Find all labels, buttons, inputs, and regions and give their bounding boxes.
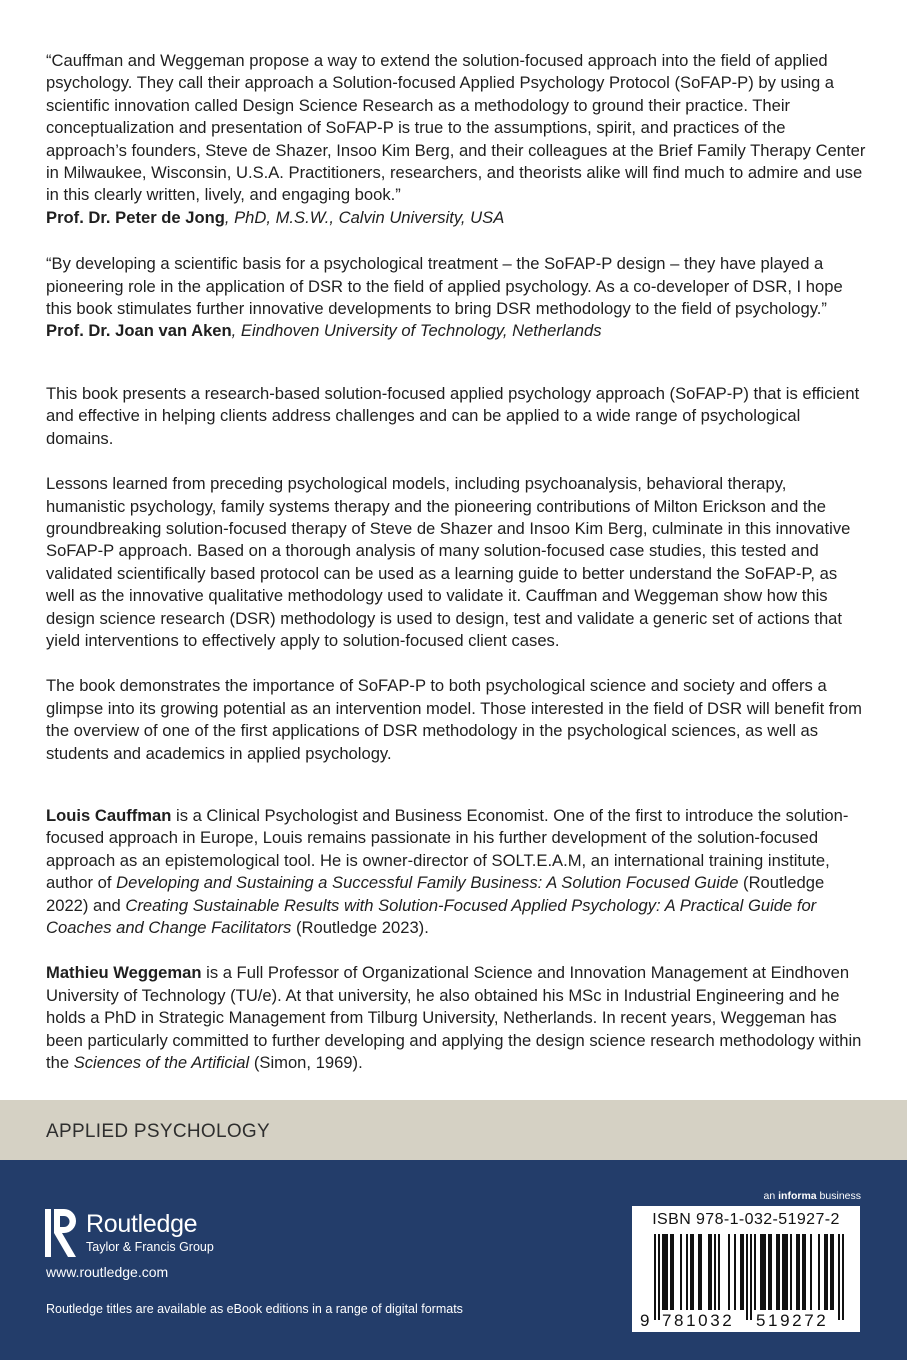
barcode-bar — [728, 1234, 730, 1310]
barcode-bar — [672, 1234, 674, 1310]
barcode-bar — [658, 1234, 660, 1320]
praise-quote-text: “Cauffman and Weggeman propose a way to extend the solution-focused approach into the field of applied psychology. They call their approach a Solution-focused Applied Psychology Protocol (SoFAP-P) by using a scientific innovation called Design Science Research as a methodology to ground their practice. Their conceptualization and presentation of SoFAP-P is true to the assumptions, spirit, and practices of the approach’s founders, Steve de Shazer, Insoo Kim Berg, and their colleagues at the Brief Family Therapy Center in Milwaukee, Wisconsin, U.S.A. Practitioners, researchers, and theorists alike will find much to admire and use in this clearly written, lively, and engaging book.” — [46, 51, 866, 205]
barcode-bar — [826, 1234, 828, 1310]
barcode-bar — [832, 1234, 834, 1310]
barcode-bar — [654, 1234, 656, 1320]
publisher-logo-text — [86, 1210, 214, 1254]
praise-quote-text: “By developing a scientific basis for a psychological treatment – the SoFAP-P design – they have played a pioneering role in the application of DSR to the field of applied psychology. As a co-developer of DSR, I hope this book stimulates further innovative developments to bring DSR methodology to the field of psychology.” — [46, 254, 843, 319]
category-band — [0, 1100, 907, 1160]
praise-affiliation: , Eindhoven University of Technology, Netherlands — [231, 321, 602, 341]
barcode-bar — [762, 1234, 764, 1310]
barcode-bar — [804, 1234, 806, 1310]
barcode-bar — [690, 1234, 692, 1310]
description-paragraph: Lessons learned from preceding psychological models, including psychoanalysis, behavioral therapy, humanistic psychology, family systems therapy and the pioneering contributions of Milton Erickson and the groundbreaking solution-focused therapy of Steve de Shazer and Insoo Kim Berg, culminate in this innovative SoFAP-P approach. Based on a thorough analysis of many solution-focused case studies, this tested and validated scientifically based protocol can be used as a learning guide to better understand the SoFAP-P, as well as the innovative qualitative methodology used to validate it. Cauffman and Weggeman show how this design science research (DSR) methodology is used to design, test and validate a generic set of actions that yield interventions to effectively apply to solution-focused client cases. — [46, 474, 851, 650]
barcode-bar — [830, 1234, 832, 1310]
barcode-digits: 519272 — [756, 1311, 829, 1330]
ebook-note: Routledge titles are available as eBook editions in a range of digital formats — [46, 1302, 463, 1316]
subject-category: APPLIED PSYCHOLOGY — [46, 1121, 270, 1142]
barcode-bar — [692, 1234, 694, 1310]
praise-quote-2 — [46, 253, 866, 343]
publisher-website[interactable]: www.routledge.com — [46, 1264, 169, 1280]
informa-brand: informa — [778, 1190, 817, 1202]
informa-suffix: business — [816, 1190, 861, 1202]
barcode-bar — [700, 1234, 702, 1310]
barcode-bar — [782, 1234, 784, 1310]
barcode-bar — [670, 1234, 672, 1310]
barcode-bar — [708, 1234, 710, 1310]
barcode-bar — [666, 1234, 668, 1310]
barcode-bar — [818, 1234, 820, 1310]
barcode-bar — [718, 1234, 720, 1310]
barcode-bar — [714, 1234, 716, 1310]
book-title: Creating Sustainable Results with Solution-Focused Applied Psychology: A Practical Guide for Coaches and Change Facilitators — [46, 895, 817, 937]
barcode-bar — [764, 1234, 766, 1310]
barcode-bar — [740, 1234, 742, 1310]
informa-prefix: an — [763, 1190, 779, 1202]
publisher-name: Routledge — [86, 1210, 198, 1238]
bio-text: is a Full Professor of Organizational Science and Innovation Management at Eindhoven University of Technology (TU/e). At that university, he also obtained his MSc in Industrial Engineering and he holds a PhD in Strategic Management from Tilburg University, Netherlands. In recent years, Weggeman has been particularly committed to further developing and applying the design science research methodology within the — [46, 963, 862, 1073]
bio-text: (Simon, 1969). — [249, 1053, 363, 1073]
barcode-bar — [710, 1234, 712, 1310]
barcode-bar — [662, 1234, 664, 1310]
barcode-bar — [770, 1234, 772, 1310]
barcode-bar — [776, 1234, 778, 1310]
barcode-bar — [796, 1234, 798, 1310]
isbn-label: ISBN 978-1-032-51927-2 — [652, 1211, 840, 1228]
bio-text: is a Clinical Psychologist and Business Economist. One of the first to introduce the solution-focused approach in Europe, Louis remains passionate in his further development of the solution-focused approach as an epistemological tool. He is owner-director of SOLT.E.A.M, an international training institute, author of — [46, 805, 849, 893]
barcode-bar — [664, 1234, 666, 1310]
barcode-digits: 781032 — [662, 1311, 735, 1330]
description-paragraph: The book demonstrates the importance of SoFAP-P to both psychological science and society and offers a glimpse into its growing potential as an intervention model. Those interested in the field of DSR will benefit from the overview of one of the first applications of DSR methodology in the psychological sciences, as well as students and academics in applied psychology. — [46, 676, 862, 763]
barcode-digits: 9 — [639, 1311, 653, 1330]
barcode-bar — [784, 1234, 786, 1310]
praise-quote-1 — [46, 50, 866, 229]
barcode-bar — [824, 1234, 826, 1310]
barcode-bar — [790, 1234, 792, 1310]
praise-name: Prof. Dr. Peter de Jong — [46, 207, 225, 227]
isbn-barcode — [632, 1206, 860, 1332]
barcode-bar — [686, 1234, 688, 1310]
praise-name: Prof. Dr. Joan van Aken — [46, 321, 232, 341]
book-title: Developing and Sustaining a Successful Family Business: A Solution Focused Guide — [116, 873, 739, 893]
bio-text: (Routledge 2023). — [291, 918, 429, 937]
barcode-bar — [842, 1234, 844, 1320]
informa-tagline — [764, 1190, 861, 1202]
barcode-bar — [810, 1234, 812, 1310]
back-cover-text — [46, 50, 866, 1074]
publisher-group: Taylor & Francis Group — [86, 1240, 214, 1254]
book-title: Sciences of the Artificial — [73, 1053, 250, 1073]
praise-affiliation: , PhD, M.S.W., Calvin University, USA — [224, 207, 505, 227]
bio-text: (Routledge 2022) and — [46, 873, 825, 915]
publisher-footer — [0, 1160, 907, 1360]
barcode-bar — [680, 1234, 682, 1310]
barcode-bar — [786, 1234, 788, 1310]
description-paragraph: This book presents a research-based solution-focused applied psychology approach (SoFAP-P) that is efficient and effective in helping clients address challenges and can be applied to a wide range of psychological domains. — [46, 383, 860, 448]
barcode-bar — [760, 1234, 762, 1310]
barcode-bar — [802, 1234, 804, 1310]
barcode-bar — [742, 1234, 744, 1310]
barcode-bar — [798, 1234, 800, 1310]
author-bio-cauffman — [46, 805, 866, 939]
barcode-graphic — [632, 1234, 860, 1330]
author-name: Mathieu Weggeman — [46, 963, 202, 983]
barcode-bar — [750, 1234, 752, 1320]
barcode-bar — [768, 1234, 770, 1310]
barcode-bar — [838, 1234, 840, 1320]
author-bio-weggeman — [46, 962, 866, 1074]
barcode-bar — [754, 1234, 756, 1310]
barcode-bar — [746, 1234, 748, 1320]
barcode-bar — [698, 1234, 700, 1310]
barcode-bar — [734, 1234, 736, 1310]
author-name: Louis Cauffman — [46, 805, 172, 825]
barcode-bar — [778, 1234, 780, 1310]
routledge-logo-icon — [44, 1208, 78, 1258]
